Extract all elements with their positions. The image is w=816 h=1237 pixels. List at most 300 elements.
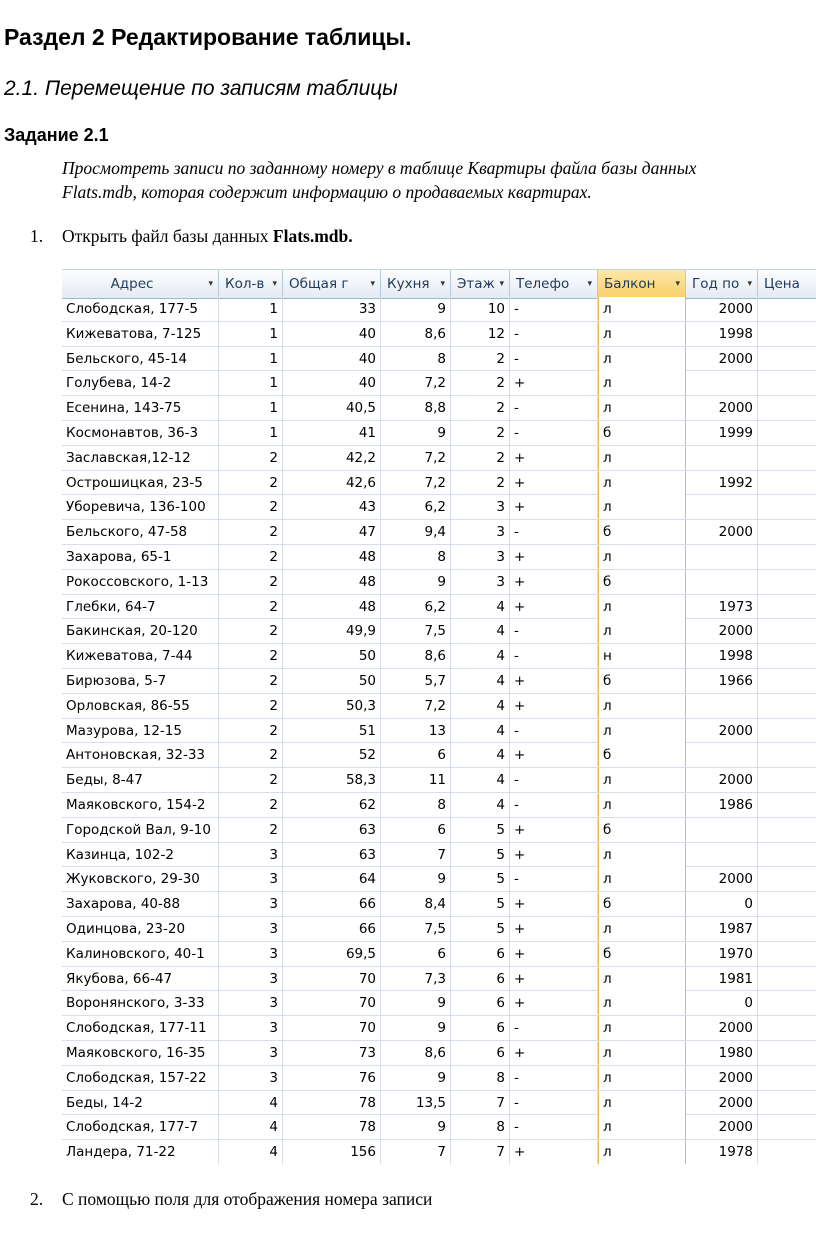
cell-year[interactable]: 2000 bbox=[686, 768, 758, 792]
cell-balcony[interactable]: л bbox=[598, 322, 686, 346]
cell-floor[interactable]: 3 bbox=[451, 570, 510, 594]
cell-rooms[interactable]: 2 bbox=[219, 495, 283, 519]
cell-floor[interactable]: 4 bbox=[451, 595, 510, 619]
cell-address[interactable]: Захарова, 65-1 bbox=[62, 545, 219, 569]
table-row[interactable] bbox=[62, 942, 816, 967]
chevron-down-icon[interactable]: ▾ bbox=[675, 279, 680, 289]
cell-balcony[interactable]: л bbox=[598, 991, 686, 1015]
column-header-year[interactable] bbox=[686, 270, 758, 298]
cell-rooms[interactable]: 2 bbox=[219, 471, 283, 495]
cell-year[interactable]: 0 bbox=[686, 892, 758, 916]
cell-price[interactable] bbox=[758, 743, 816, 767]
cell-rooms[interactable]: 2 bbox=[219, 570, 283, 594]
cell-phone[interactable]: + bbox=[510, 495, 598, 519]
cell-balcony[interactable]: б bbox=[598, 520, 686, 544]
cell-price[interactable] bbox=[758, 1041, 816, 1065]
table-row[interactable] bbox=[62, 347, 816, 372]
cell-floor[interactable]: 5 bbox=[451, 818, 510, 842]
cell-price[interactable] bbox=[758, 694, 816, 718]
cell-kitchen[interactable]: 9 bbox=[381, 1016, 451, 1040]
cell-rooms[interactable]: 3 bbox=[219, 967, 283, 991]
cell-year[interactable]: 2000 bbox=[686, 520, 758, 544]
cell-phone[interactable]: - bbox=[510, 1016, 598, 1040]
cell-area[interactable]: 42,6 bbox=[283, 471, 381, 495]
cell-kitchen[interactable]: 7 bbox=[381, 843, 451, 867]
cell-kitchen[interactable]: 11 bbox=[381, 768, 451, 792]
cell-area[interactable]: 52 bbox=[283, 743, 381, 767]
chevron-down-icon[interactable]: ▾ bbox=[747, 279, 752, 289]
cell-rooms[interactable]: 3 bbox=[219, 892, 283, 916]
cell-area[interactable]: 73 bbox=[283, 1041, 381, 1065]
column-header-price[interactable] bbox=[758, 270, 816, 298]
cell-address[interactable]: Бельского, 47-58 bbox=[62, 520, 219, 544]
cell-rooms[interactable]: 2 bbox=[219, 619, 283, 643]
cell-area[interactable]: 41 bbox=[283, 421, 381, 445]
cell-year[interactable]: 2000 bbox=[686, 1066, 758, 1090]
cell-price[interactable] bbox=[758, 1016, 816, 1040]
cell-kitchen[interactable]: 7,2 bbox=[381, 446, 451, 470]
chevron-down-icon[interactable]: ▾ bbox=[440, 279, 445, 289]
chevron-down-icon[interactable]: ▾ bbox=[587, 279, 592, 289]
cell-kitchen[interactable]: 9 bbox=[381, 570, 451, 594]
table-row[interactable] bbox=[62, 495, 816, 520]
cell-floor[interactable]: 8 bbox=[451, 1066, 510, 1090]
cell-year[interactable]: 1998 bbox=[686, 322, 758, 346]
cell-price[interactable] bbox=[758, 1091, 816, 1115]
table-row[interactable] bbox=[62, 297, 816, 322]
cell-address[interactable]: Глебки, 64-7 bbox=[62, 595, 219, 619]
cell-floor[interactable]: 4 bbox=[451, 669, 510, 693]
cell-address[interactable]: Слободская, 177-5 bbox=[62, 297, 219, 321]
cell-rooms[interactable]: 2 bbox=[219, 818, 283, 842]
cell-kitchen[interactable]: 5,7 bbox=[381, 669, 451, 693]
cell-address[interactable]: Казинца, 102-2 bbox=[62, 843, 219, 867]
cell-phone[interactable]: - bbox=[510, 347, 598, 371]
cell-floor[interactable]: 7 bbox=[451, 1140, 510, 1164]
cell-kitchen[interactable]: 8 bbox=[381, 347, 451, 371]
cell-area[interactable]: 47 bbox=[283, 520, 381, 544]
cell-balcony[interactable]: л bbox=[598, 1115, 686, 1139]
cell-area[interactable]: 66 bbox=[283, 892, 381, 916]
cell-address[interactable]: Жуковского, 29-30 bbox=[62, 867, 219, 891]
cell-price[interactable] bbox=[758, 892, 816, 916]
cell-area[interactable]: 69,5 bbox=[283, 942, 381, 966]
cell-floor[interactable]: 4 bbox=[451, 793, 510, 817]
table-row[interactable] bbox=[62, 867, 816, 892]
table-row[interactable] bbox=[62, 396, 816, 421]
cell-address[interactable]: Калиновского, 40-1 bbox=[62, 942, 219, 966]
cell-phone[interactable]: - bbox=[510, 297, 598, 321]
cell-kitchen[interactable]: 7,3 bbox=[381, 967, 451, 991]
cell-phone[interactable]: + bbox=[510, 371, 598, 395]
cell-kitchen[interactable]: 8,8 bbox=[381, 396, 451, 420]
chevron-down-icon[interactable]: ▾ bbox=[208, 279, 213, 289]
cell-price[interactable] bbox=[758, 644, 816, 668]
cell-balcony[interactable]: б bbox=[598, 669, 686, 693]
cell-kitchen[interactable]: 9,4 bbox=[381, 520, 451, 544]
cell-price[interactable] bbox=[758, 793, 816, 817]
cell-phone[interactable]: - bbox=[510, 1066, 598, 1090]
table-row[interactable] bbox=[62, 421, 816, 446]
cell-floor[interactable]: 2 bbox=[451, 421, 510, 445]
cell-price[interactable] bbox=[758, 471, 816, 495]
table-row[interactable] bbox=[62, 1091, 816, 1116]
cell-floor[interactable]: 5 bbox=[451, 892, 510, 916]
cell-floor[interactable]: 4 bbox=[451, 719, 510, 743]
cell-kitchen[interactable]: 7,2 bbox=[381, 694, 451, 718]
cell-address[interactable]: Рокоссовского, 1-13 bbox=[62, 570, 219, 594]
cell-rooms[interactable]: 2 bbox=[219, 595, 283, 619]
cell-price[interactable] bbox=[758, 1115, 816, 1139]
cell-phone[interactable]: - bbox=[510, 719, 598, 743]
cell-kitchen[interactable]: 13 bbox=[381, 719, 451, 743]
cell-year[interactable] bbox=[686, 446, 758, 470]
cell-balcony[interactable]: л bbox=[598, 917, 686, 941]
cell-phone[interactable]: + bbox=[510, 595, 598, 619]
cell-floor[interactable]: 2 bbox=[451, 347, 510, 371]
cell-balcony[interactable]: л bbox=[598, 768, 686, 792]
table-row[interactable] bbox=[62, 570, 816, 595]
cell-phone[interactable]: - bbox=[510, 793, 598, 817]
table-row[interactable] bbox=[62, 471, 816, 496]
cell-area[interactable]: 156 bbox=[283, 1140, 381, 1164]
cell-year[interactable] bbox=[686, 818, 758, 842]
cell-address[interactable]: Слободская, 177-11 bbox=[62, 1016, 219, 1040]
cell-phone[interactable]: + bbox=[510, 942, 598, 966]
cell-rooms[interactable]: 2 bbox=[219, 743, 283, 767]
cell-phone[interactable]: - bbox=[510, 1115, 598, 1139]
cell-area[interactable]: 62 bbox=[283, 793, 381, 817]
table-row[interactable] bbox=[62, 446, 816, 471]
cell-floor[interactable]: 8 bbox=[451, 1115, 510, 1139]
cell-rooms[interactable]: 3 bbox=[219, 917, 283, 941]
cell-phone[interactable]: - bbox=[510, 619, 598, 643]
cell-address[interactable]: Космонавтов, 36-3 bbox=[62, 421, 219, 445]
table-row[interactable] bbox=[62, 545, 816, 570]
table-row[interactable] bbox=[62, 917, 816, 942]
table-row[interactable] bbox=[62, 595, 816, 620]
cell-phone[interactable]: - bbox=[510, 322, 598, 346]
cell-floor[interactable]: 2 bbox=[451, 471, 510, 495]
cell-address[interactable]: Якубова, 66-47 bbox=[62, 967, 219, 991]
table-row[interactable] bbox=[62, 644, 816, 669]
chevron-down-icon[interactable]: ▾ bbox=[499, 279, 504, 289]
cell-balcony[interactable]: л bbox=[598, 495, 686, 519]
cell-price[interactable] bbox=[758, 446, 816, 470]
cell-year[interactable] bbox=[686, 694, 758, 718]
cell-balcony[interactable]: л bbox=[598, 545, 686, 569]
cell-area[interactable]: 63 bbox=[283, 843, 381, 867]
cell-address[interactable]: Воронянского, 3-33 bbox=[62, 991, 219, 1015]
cell-balcony[interactable]: н bbox=[598, 644, 686, 668]
cell-floor[interactable]: 3 bbox=[451, 495, 510, 519]
cell-balcony[interactable]: л bbox=[598, 694, 686, 718]
column-header-balcony[interactable] bbox=[598, 270, 686, 298]
cell-rooms[interactable]: 2 bbox=[219, 520, 283, 544]
cell-phone[interactable]: + bbox=[510, 843, 598, 867]
cell-kitchen[interactable]: 8 bbox=[381, 545, 451, 569]
cell-kitchen[interactable]: 7 bbox=[381, 1140, 451, 1164]
cell-rooms[interactable]: 2 bbox=[219, 793, 283, 817]
table-row[interactable] bbox=[62, 793, 816, 818]
column-header-rooms[interactable] bbox=[219, 270, 283, 298]
cell-balcony[interactable]: л bbox=[598, 1140, 686, 1164]
cell-phone[interactable]: - bbox=[510, 1091, 598, 1115]
cell-price[interactable] bbox=[758, 595, 816, 619]
cell-phone[interactable]: + bbox=[510, 545, 598, 569]
cell-area[interactable]: 64 bbox=[283, 867, 381, 891]
cell-phone[interactable]: + bbox=[510, 1140, 598, 1164]
cell-balcony[interactable]: л bbox=[598, 967, 686, 991]
cell-kitchen[interactable]: 8,6 bbox=[381, 644, 451, 668]
cell-address[interactable]: Беды, 8-47 bbox=[62, 768, 219, 792]
cell-rooms[interactable]: 2 bbox=[219, 694, 283, 718]
cell-phone[interactable]: + bbox=[510, 967, 598, 991]
cell-phone[interactable]: - bbox=[510, 644, 598, 668]
cell-rooms[interactable]: 2 bbox=[219, 545, 283, 569]
cell-year[interactable]: 1998 bbox=[686, 644, 758, 668]
cell-price[interactable] bbox=[758, 545, 816, 569]
cell-balcony[interactable]: л bbox=[598, 793, 686, 817]
cell-year[interactable]: 2000 bbox=[686, 396, 758, 420]
cell-balcony[interactable]: б bbox=[598, 570, 686, 594]
cell-year[interactable] bbox=[686, 371, 758, 395]
cell-rooms[interactable]: 2 bbox=[219, 644, 283, 668]
cell-price[interactable] bbox=[758, 942, 816, 966]
cell-kitchen[interactable]: 6,2 bbox=[381, 595, 451, 619]
cell-address[interactable]: Антоновская, 32-33 bbox=[62, 743, 219, 767]
cell-kitchen[interactable]: 9 bbox=[381, 1115, 451, 1139]
cell-area[interactable]: 70 bbox=[283, 967, 381, 991]
cell-rooms[interactable]: 4 bbox=[219, 1115, 283, 1139]
cell-rooms[interactable]: 3 bbox=[219, 1041, 283, 1065]
cell-kitchen[interactable]: 6 bbox=[381, 818, 451, 842]
cell-year[interactable]: 1980 bbox=[686, 1041, 758, 1065]
cell-balcony[interactable]: л bbox=[598, 595, 686, 619]
cell-kitchen[interactable]: 9 bbox=[381, 297, 451, 321]
cell-price[interactable] bbox=[758, 1140, 816, 1164]
table-row[interactable] bbox=[62, 892, 816, 917]
cell-rooms[interactable]: 4 bbox=[219, 1140, 283, 1164]
cell-area[interactable]: 40,5 bbox=[283, 396, 381, 420]
cell-area[interactable]: 48 bbox=[283, 570, 381, 594]
table-row[interactable] bbox=[62, 843, 816, 868]
cell-address[interactable]: Слободская, 177-7 bbox=[62, 1115, 219, 1139]
cell-address[interactable]: Кижеватова, 7-44 bbox=[62, 644, 219, 668]
table-row[interactable] bbox=[62, 719, 816, 744]
cell-address[interactable]: Кижеватова, 7-125 bbox=[62, 322, 219, 346]
cell-year[interactable] bbox=[686, 495, 758, 519]
cell-kitchen[interactable]: 7,2 bbox=[381, 471, 451, 495]
cell-rooms[interactable]: 2 bbox=[219, 446, 283, 470]
cell-floor[interactable]: 7 bbox=[451, 1091, 510, 1115]
cell-year[interactable]: 1981 bbox=[686, 967, 758, 991]
cell-floor[interactable]: 6 bbox=[451, 1041, 510, 1065]
cell-address[interactable]: Заславская,12-12 bbox=[62, 446, 219, 470]
cell-balcony[interactable]: л bbox=[598, 867, 686, 891]
cell-address[interactable]: Городской Вал, 9-10 bbox=[62, 818, 219, 842]
cell-rooms[interactable]: 1 bbox=[219, 371, 283, 395]
cell-phone[interactable]: + bbox=[510, 743, 598, 767]
table-row[interactable] bbox=[62, 619, 816, 644]
cell-floor[interactable]: 2 bbox=[451, 371, 510, 395]
cell-year[interactable]: 2000 bbox=[686, 867, 758, 891]
cell-address[interactable]: Ландера, 71-22 bbox=[62, 1140, 219, 1164]
cell-balcony[interactable]: л bbox=[598, 619, 686, 643]
cell-floor[interactable]: 4 bbox=[451, 743, 510, 767]
cell-area[interactable]: 48 bbox=[283, 595, 381, 619]
table-row[interactable] bbox=[62, 768, 816, 793]
cell-address[interactable]: Бакинская, 20-120 bbox=[62, 619, 219, 643]
cell-rooms[interactable]: 3 bbox=[219, 843, 283, 867]
cell-phone[interactable]: - bbox=[510, 396, 598, 420]
cell-year[interactable]: 2000 bbox=[686, 347, 758, 371]
cell-area[interactable]: 50,3 bbox=[283, 694, 381, 718]
cell-year[interactable]: 2000 bbox=[686, 619, 758, 643]
table-row[interactable] bbox=[62, 818, 816, 843]
column-header-area[interactable] bbox=[283, 270, 381, 298]
cell-kitchen[interactable]: 7,5 bbox=[381, 619, 451, 643]
cell-year[interactable]: 2000 bbox=[686, 1091, 758, 1115]
table-row[interactable] bbox=[62, 1115, 816, 1140]
column-header-address[interactable] bbox=[62, 270, 219, 298]
cell-rooms[interactable]: 2 bbox=[219, 719, 283, 743]
cell-price[interactable] bbox=[758, 421, 816, 445]
cell-rooms[interactable]: 3 bbox=[219, 867, 283, 891]
cell-year[interactable] bbox=[686, 545, 758, 569]
cell-kitchen[interactable]: 9 bbox=[381, 991, 451, 1015]
cell-price[interactable] bbox=[758, 669, 816, 693]
cell-address[interactable]: Слободская, 157-22 bbox=[62, 1066, 219, 1090]
table-row[interactable] bbox=[62, 967, 816, 992]
cell-year[interactable] bbox=[686, 570, 758, 594]
cell-floor[interactable]: 10 bbox=[451, 297, 510, 321]
cell-floor[interactable]: 12 bbox=[451, 322, 510, 346]
cell-area[interactable]: 40 bbox=[283, 371, 381, 395]
table-row[interactable] bbox=[62, 371, 816, 396]
cell-price[interactable] bbox=[758, 818, 816, 842]
chevron-down-icon[interactable]: ▾ bbox=[370, 279, 375, 289]
cell-balcony[interactable]: л bbox=[598, 371, 686, 395]
cell-balcony[interactable]: л bbox=[598, 446, 686, 470]
cell-balcony[interactable]: л bbox=[598, 1041, 686, 1065]
cell-floor[interactable]: 4 bbox=[451, 644, 510, 668]
cell-address[interactable]: Одинцова, 23-20 bbox=[62, 917, 219, 941]
cell-price[interactable] bbox=[758, 991, 816, 1015]
cell-year[interactable]: 1973 bbox=[686, 595, 758, 619]
cell-address[interactable]: Бельского, 45-14 bbox=[62, 347, 219, 371]
cell-price[interactable] bbox=[758, 495, 816, 519]
cell-price[interactable] bbox=[758, 570, 816, 594]
table-row[interactable] bbox=[62, 1016, 816, 1041]
cell-floor[interactable]: 2 bbox=[451, 396, 510, 420]
cell-price[interactable] bbox=[758, 520, 816, 544]
cell-year[interactable]: 2000 bbox=[686, 1115, 758, 1139]
table-row[interactable] bbox=[62, 322, 816, 347]
cell-address[interactable]: Бирюзова, 5-7 bbox=[62, 669, 219, 693]
cell-area[interactable]: 48 bbox=[283, 545, 381, 569]
cell-price[interactable] bbox=[758, 322, 816, 346]
cell-kitchen[interactable]: 6 bbox=[381, 743, 451, 767]
cell-rooms[interactable]: 1 bbox=[219, 297, 283, 321]
cell-price[interactable] bbox=[758, 1066, 816, 1090]
cell-area[interactable]: 40 bbox=[283, 347, 381, 371]
table-row[interactable] bbox=[62, 1066, 816, 1091]
cell-area[interactable]: 78 bbox=[283, 1091, 381, 1115]
cell-phone[interactable]: + bbox=[510, 892, 598, 916]
cell-balcony[interactable]: б bbox=[598, 818, 686, 842]
cell-kitchen[interactable]: 9 bbox=[381, 421, 451, 445]
cell-area[interactable]: 33 bbox=[283, 297, 381, 321]
cell-price[interactable] bbox=[758, 917, 816, 941]
table-row[interactable] bbox=[62, 1041, 816, 1066]
cell-price[interactable] bbox=[758, 371, 816, 395]
cell-year[interactable]: 1999 bbox=[686, 421, 758, 445]
cell-year[interactable]: 0 bbox=[686, 991, 758, 1015]
cell-rooms[interactable]: 3 bbox=[219, 1066, 283, 1090]
cell-area[interactable]: 76 bbox=[283, 1066, 381, 1090]
cell-address[interactable]: Уборевича, 136-100 bbox=[62, 495, 219, 519]
cell-price[interactable] bbox=[758, 768, 816, 792]
cell-phone[interactable]: - bbox=[510, 768, 598, 792]
cell-balcony[interactable]: л bbox=[598, 347, 686, 371]
cell-rooms[interactable]: 1 bbox=[219, 347, 283, 371]
cell-year[interactable]: 1986 bbox=[686, 793, 758, 817]
cell-price[interactable] bbox=[758, 719, 816, 743]
cell-phone[interactable]: - bbox=[510, 520, 598, 544]
cell-year[interactable] bbox=[686, 843, 758, 867]
cell-kitchen[interactable]: 13,5 bbox=[381, 1091, 451, 1115]
cell-price[interactable] bbox=[758, 347, 816, 371]
cell-rooms[interactable]: 1 bbox=[219, 421, 283, 445]
cell-phone[interactable]: + bbox=[510, 1041, 598, 1065]
cell-year[interactable]: 1978 bbox=[686, 1140, 758, 1164]
cell-balcony[interactable]: л bbox=[598, 396, 686, 420]
cell-balcony[interactable]: б bbox=[598, 892, 686, 916]
cell-balcony[interactable]: л bbox=[598, 843, 686, 867]
cell-area[interactable]: 70 bbox=[283, 1016, 381, 1040]
cell-phone[interactable]: + bbox=[510, 570, 598, 594]
cell-floor[interactable]: 4 bbox=[451, 694, 510, 718]
cell-floor[interactable]: 3 bbox=[451, 520, 510, 544]
cell-area[interactable]: 58,3 bbox=[283, 768, 381, 792]
cell-address[interactable]: Есенина, 143-75 bbox=[62, 396, 219, 420]
cell-rooms[interactable]: 3 bbox=[219, 942, 283, 966]
column-header-phone[interactable] bbox=[510, 270, 598, 298]
cell-floor[interactable]: 6 bbox=[451, 967, 510, 991]
cell-balcony[interactable]: б bbox=[598, 942, 686, 966]
cell-year[interactable]: 2000 bbox=[686, 719, 758, 743]
cell-address[interactable]: Маяковского, 154-2 bbox=[62, 793, 219, 817]
cell-balcony[interactable]: л bbox=[598, 719, 686, 743]
cell-rooms[interactable]: 1 bbox=[219, 322, 283, 346]
cell-phone[interactable]: + bbox=[510, 991, 598, 1015]
cell-floor[interactable]: 4 bbox=[451, 768, 510, 792]
cell-area[interactable]: 40 bbox=[283, 322, 381, 346]
cell-kitchen[interactable]: 9 bbox=[381, 1066, 451, 1090]
cell-phone[interactable]: - bbox=[510, 867, 598, 891]
cell-area[interactable]: 43 bbox=[283, 495, 381, 519]
cell-rooms[interactable]: 3 bbox=[219, 991, 283, 1015]
cell-kitchen[interactable]: 8,6 bbox=[381, 1041, 451, 1065]
cell-price[interactable] bbox=[758, 967, 816, 991]
cell-kitchen[interactable]: 7,5 bbox=[381, 917, 451, 941]
cell-address[interactable]: Орловская, 86-55 bbox=[62, 694, 219, 718]
cell-phone[interactable]: + bbox=[510, 694, 598, 718]
cell-price[interactable] bbox=[758, 867, 816, 891]
cell-floor[interactable]: 5 bbox=[451, 917, 510, 941]
cell-kitchen[interactable]: 8 bbox=[381, 793, 451, 817]
